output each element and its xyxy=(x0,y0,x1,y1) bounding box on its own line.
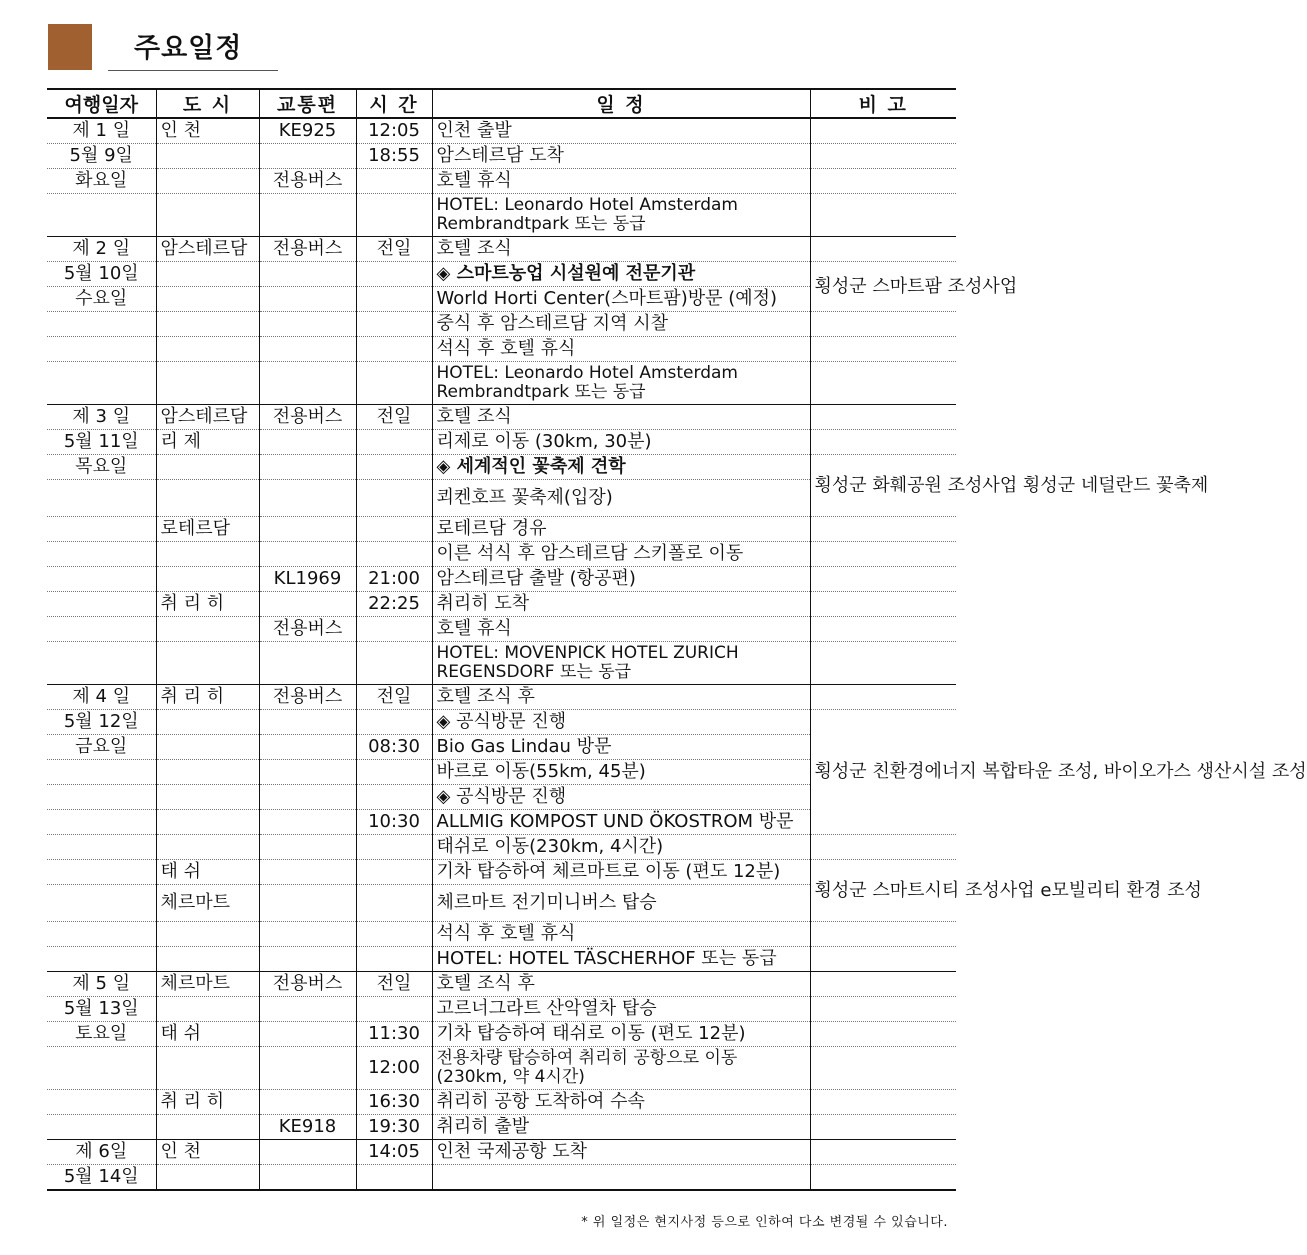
cell-date: 5월 14일 xyxy=(47,1165,156,1191)
cell-city xyxy=(156,542,259,567)
cell-city xyxy=(156,262,259,287)
cell-date: 토요일 xyxy=(47,1022,156,1047)
cell-note xyxy=(810,1047,956,1090)
cell-transport xyxy=(259,144,356,169)
table-row xyxy=(47,592,956,617)
cell-transport: KE918 xyxy=(259,1115,356,1140)
schedule-table xyxy=(47,88,1307,1191)
cell-date xyxy=(47,542,156,567)
cell-date xyxy=(47,194,156,237)
cell-date: 제 1 일 xyxy=(47,118,156,144)
cell-date xyxy=(47,922,156,947)
cell-date xyxy=(47,517,156,542)
cell-time xyxy=(356,517,432,542)
cell-city xyxy=(156,1047,259,1090)
cell-city xyxy=(156,194,259,237)
header-date: 여행일자 xyxy=(47,89,156,118)
cell-note xyxy=(810,517,956,542)
cell-transport xyxy=(259,1165,356,1191)
cell-note xyxy=(810,685,956,710)
cell-city xyxy=(156,1115,259,1140)
cell-date: 제 3 일 xyxy=(47,405,156,430)
cell-transport xyxy=(259,642,356,685)
cell-date xyxy=(47,785,156,810)
table-row xyxy=(47,362,956,405)
cell-note xyxy=(810,337,956,362)
header-city: 도 시 xyxy=(156,89,259,118)
cell-date xyxy=(47,885,156,922)
cell-time: 12:00 xyxy=(356,1047,432,1090)
footnote: * 위 일정은 현지사정 등으로 인하여 다소 변경될 수 있습니다. xyxy=(581,1215,948,1230)
cell-schedule: 호텔 조식 xyxy=(432,405,810,430)
cell-note xyxy=(810,947,956,972)
table-row xyxy=(47,337,956,362)
cell-schedule: 취리히 공항 도착하여 수속 xyxy=(432,1090,810,1115)
table-row xyxy=(47,642,956,685)
cell-time xyxy=(356,885,432,922)
cell-time: 08:30 xyxy=(356,735,432,760)
cell-transport: 전용버스 xyxy=(259,237,356,262)
table-row xyxy=(47,1165,956,1191)
cell-date: 금요일 xyxy=(47,735,156,760)
cell-city: 태 쉬 xyxy=(156,860,259,885)
table-row xyxy=(47,194,956,237)
table-row xyxy=(47,1090,956,1115)
cell-date: 5월 12일 xyxy=(47,710,156,735)
cell-time: 21:00 xyxy=(356,567,432,592)
cell-transport: 전용버스 xyxy=(259,685,356,710)
cell-city: 체르마트 xyxy=(156,885,259,922)
cell-city xyxy=(156,617,259,642)
cell-schedule: World Horti Center(스마트팜)방문 (예정) xyxy=(432,287,810,312)
cell-note xyxy=(810,405,956,430)
cell-city: 체르마트 xyxy=(156,972,259,997)
cell-note xyxy=(810,1115,956,1140)
cell-transport xyxy=(259,542,356,567)
cell-transport xyxy=(259,592,356,617)
cell-schedule: 인천 국제공항 도착 xyxy=(432,1140,810,1165)
cell-schedule: HOTEL: Leonardo Hotel Amsterdam Rembrandtpark 또는 동급 xyxy=(432,194,810,237)
cell-time xyxy=(356,642,432,685)
cell-date xyxy=(47,480,156,517)
cell-city: 인 천 xyxy=(156,118,259,144)
cell-transport xyxy=(259,810,356,835)
cell-city: 태 쉬 xyxy=(156,1022,259,1047)
table-row xyxy=(47,169,956,194)
cell-city xyxy=(156,287,259,312)
cell-schedule: 호텔 조식 xyxy=(432,237,810,262)
cell-city xyxy=(156,312,259,337)
cell-schedule: 중식 후 암스테르담 지역 시찰 xyxy=(432,312,810,337)
cell-transport xyxy=(259,287,356,312)
cell-city: 취 리 히 xyxy=(156,685,259,710)
cell-transport xyxy=(259,312,356,337)
title-accent-block xyxy=(48,24,92,70)
header-schedule: 일 정 xyxy=(432,89,810,118)
cell-date xyxy=(47,810,156,835)
cell-date xyxy=(47,312,156,337)
cell-note: 횡성군 화훼공원 조성사업 횡성군 네덜란드 꽃축제 xyxy=(810,455,956,517)
cell-time: 19:30 xyxy=(356,1115,432,1140)
cell-city: 리 제 xyxy=(156,430,259,455)
cell-date: 목요일 xyxy=(47,455,156,480)
cell-schedule: 인천 출발 xyxy=(432,118,810,144)
cell-date: 5월 11일 xyxy=(47,430,156,455)
cell-note xyxy=(810,312,956,337)
cell-transport: 전용버스 xyxy=(259,972,356,997)
cell-city xyxy=(156,1165,259,1191)
cell-note xyxy=(810,1140,956,1165)
cell-city xyxy=(156,810,259,835)
cell-date: 제 5 일 xyxy=(47,972,156,997)
cell-date xyxy=(47,1047,156,1090)
cell-schedule: HOTEL: HOTEL TÄSCHERHOF 또는 동급 xyxy=(432,947,810,972)
cell-city: 로테르담 xyxy=(156,517,259,542)
cell-transport xyxy=(259,760,356,785)
cell-schedule: 호텔 조식 후 xyxy=(432,972,810,997)
cell-note: 횡성군 스마트시티 조성사업 e모빌리티 환경 조성 xyxy=(810,860,956,922)
table-row xyxy=(47,430,956,455)
cell-transport xyxy=(259,455,356,480)
cell-note xyxy=(810,362,956,405)
cell-schedule: 태쉬로 이동(230km, 4시간) xyxy=(432,835,810,860)
cell-note xyxy=(810,642,956,685)
cell-city xyxy=(156,710,259,735)
header-time: 시 간 xyxy=(356,89,432,118)
cell-note xyxy=(810,567,956,592)
cell-date: 5월 9일 xyxy=(47,144,156,169)
table-row xyxy=(47,685,956,710)
cell-time xyxy=(356,337,432,362)
cell-time: 전일 xyxy=(356,237,432,262)
cell-schedule: 석식 후 호텔 휴식 xyxy=(432,337,810,362)
table-row xyxy=(47,860,956,885)
cell-time xyxy=(356,860,432,885)
cell-transport xyxy=(259,710,356,735)
table-row xyxy=(47,1047,956,1090)
cell-transport xyxy=(259,947,356,972)
cell-schedule: ◈ 공식방문 진행 xyxy=(432,710,810,735)
cell-time xyxy=(356,922,432,947)
cell-city xyxy=(156,169,259,194)
cell-time: 22:25 xyxy=(356,592,432,617)
cell-schedule: 취리히 도착 xyxy=(432,592,810,617)
table-row xyxy=(47,144,956,169)
cell-schedule: 암스테르담 출발 (항공편) xyxy=(432,567,810,592)
cell-note: 횡성군 스마트팜 조성사업 xyxy=(810,262,956,312)
cell-time xyxy=(356,947,432,972)
cell-transport: 전용버스 xyxy=(259,617,356,642)
cell-transport: 전용버스 xyxy=(259,405,356,430)
cell-schedule: HOTEL: MOVENPICK HOTEL ZURICH REGENSDORF 또는 동급 xyxy=(432,642,810,685)
cell-transport xyxy=(259,1140,356,1165)
schedule-body xyxy=(47,118,1307,1190)
cell-city xyxy=(156,835,259,860)
cell-transport xyxy=(259,885,356,922)
cell-city xyxy=(156,997,259,1022)
cell-time: 11:30 xyxy=(356,1022,432,1047)
cell-transport: KE925 xyxy=(259,118,356,144)
cell-city xyxy=(156,144,259,169)
cell-schedule xyxy=(432,1165,810,1191)
cell-schedule: 기차 탑승하여 체르마트로 이동 (편도 12분) xyxy=(432,860,810,885)
table-row xyxy=(47,997,956,1022)
cell-schedule: 기차 탑승하여 태쉬로 이동 (편도 12분) xyxy=(432,1022,810,1047)
cell-transport xyxy=(259,735,356,760)
cell-date: 5월 10일 xyxy=(47,262,156,287)
cell-transport xyxy=(259,430,356,455)
table-header-row xyxy=(47,89,956,118)
cell-date xyxy=(47,567,156,592)
cell-note xyxy=(810,1090,956,1115)
cell-schedule: 취리히 출발 xyxy=(432,1115,810,1140)
cell-note xyxy=(810,118,956,144)
cell-time: 전일 xyxy=(356,685,432,710)
cell-time: 전일 xyxy=(356,405,432,430)
cell-city xyxy=(156,455,259,480)
cell-transport xyxy=(259,194,356,237)
cell-city xyxy=(156,362,259,405)
table-row xyxy=(47,947,956,972)
table-row xyxy=(47,1022,956,1047)
cell-time xyxy=(356,362,432,405)
cell-schedule: 쾨켄호프 꽃축제(입장) xyxy=(432,480,810,517)
cell-schedule: 고르너그라트 산악열차 탑승 xyxy=(432,997,810,1022)
cell-city xyxy=(156,785,259,810)
cell-date xyxy=(47,1090,156,1115)
table-row xyxy=(47,118,956,144)
table-row xyxy=(47,567,956,592)
cell-note xyxy=(810,997,956,1022)
cell-schedule: 체르마트 전기미니버스 탑승 xyxy=(432,885,810,922)
cell-city xyxy=(156,480,259,517)
cell-date: 제 6일 xyxy=(47,1140,156,1165)
cell-date: 5월 13일 xyxy=(47,997,156,1022)
table-row xyxy=(47,1140,956,1165)
cell-transport: KL1969 xyxy=(259,567,356,592)
cell-date xyxy=(47,1115,156,1140)
cell-note xyxy=(810,144,956,169)
cell-note xyxy=(810,835,956,860)
cell-schedule: 호텔 조식 후 xyxy=(432,685,810,710)
table-row xyxy=(47,922,956,947)
cell-city xyxy=(156,567,259,592)
cell-schedule: 호텔 휴식 xyxy=(432,169,810,194)
cell-schedule: 로테르담 경유 xyxy=(432,517,810,542)
cell-time: 12:05 xyxy=(356,118,432,144)
cell-time xyxy=(356,617,432,642)
cell-date: 화요일 xyxy=(47,169,156,194)
cell-city: 암스테르담 xyxy=(156,237,259,262)
cell-time xyxy=(356,430,432,455)
cell-note xyxy=(810,922,956,947)
cell-city xyxy=(156,760,259,785)
cell-date: 제 4 일 xyxy=(47,685,156,710)
cell-date xyxy=(47,947,156,972)
cell-date xyxy=(47,362,156,405)
cell-time: 16:30 xyxy=(356,1090,432,1115)
cell-schedule: Bio Gas Lindau 방문 xyxy=(432,735,810,760)
cell-date xyxy=(47,617,156,642)
cell-date xyxy=(47,860,156,885)
cell-transport xyxy=(259,1022,356,1047)
cell-time: 18:55 xyxy=(356,144,432,169)
cell-schedule: ◈ 세계적인 꽃축제 견학 xyxy=(432,455,810,480)
cell-transport xyxy=(259,785,356,810)
cell-transport xyxy=(259,1047,356,1090)
cell-time xyxy=(356,480,432,517)
cell-time xyxy=(356,455,432,480)
cell-time xyxy=(356,312,432,337)
cell-schedule: 리제로 이동 (30km, 30분) xyxy=(432,430,810,455)
cell-note xyxy=(810,237,956,262)
cell-transport xyxy=(259,860,356,885)
cell-schedule: HOTEL: Leonardo Hotel Amsterdam Rembrandtpark 또는 동급 xyxy=(432,362,810,405)
cell-time xyxy=(356,194,432,237)
cell-transport xyxy=(259,1090,356,1115)
header-transport: 교통편 xyxy=(259,89,356,118)
cell-date xyxy=(47,642,156,685)
table-row xyxy=(47,405,956,430)
table-row xyxy=(47,972,956,997)
cell-transport xyxy=(259,362,356,405)
cell-date xyxy=(47,592,156,617)
cell-city: 인 천 xyxy=(156,1140,259,1165)
cell-city: 암스테르담 xyxy=(156,405,259,430)
cell-note xyxy=(810,592,956,617)
cell-schedule: 석식 후 호텔 휴식 xyxy=(432,922,810,947)
cell-time xyxy=(356,169,432,194)
cell-time xyxy=(356,760,432,785)
page-title: 주요일정 xyxy=(134,33,243,64)
cell-schedule: 바르로 이동(55km, 45분) xyxy=(432,760,810,785)
table-row xyxy=(47,835,956,860)
cell-city xyxy=(156,922,259,947)
cell-time: 10:30 xyxy=(356,810,432,835)
cell-schedule: ◈ 스마트농업 시설원예 전문기관 xyxy=(432,262,810,287)
cell-transport xyxy=(259,337,356,362)
cell-transport xyxy=(259,922,356,947)
table-row xyxy=(47,237,956,262)
cell-time xyxy=(356,1165,432,1191)
cell-city xyxy=(156,337,259,362)
cell-schedule: 이른 석식 후 암스테르담 스키폴로 이동 xyxy=(432,542,810,567)
cell-schedule: ◈ 공식방문 진행 xyxy=(432,785,810,810)
cell-time xyxy=(356,262,432,287)
cell-time xyxy=(356,835,432,860)
cell-note xyxy=(810,430,956,455)
table-row xyxy=(47,710,956,735)
table-row xyxy=(47,262,956,287)
cell-transport: 전용버스 xyxy=(259,169,356,194)
table-row xyxy=(47,1115,956,1140)
cell-schedule: 암스테르담 도착 xyxy=(432,144,810,169)
cell-transport xyxy=(259,997,356,1022)
cell-time xyxy=(356,785,432,810)
cell-note xyxy=(810,1165,956,1191)
title-underline xyxy=(108,70,278,71)
cell-note xyxy=(810,542,956,567)
header-notes: 비 고 xyxy=(810,89,956,118)
cell-date xyxy=(47,337,156,362)
table-row xyxy=(47,312,956,337)
table-row xyxy=(47,517,956,542)
cell-note xyxy=(810,1022,956,1047)
cell-city xyxy=(156,947,259,972)
cell-transport xyxy=(259,262,356,287)
cell-note xyxy=(810,194,956,237)
cell-note xyxy=(810,972,956,997)
cell-time xyxy=(356,542,432,567)
cell-transport xyxy=(259,835,356,860)
cell-time: 전일 xyxy=(356,972,432,997)
cell-time xyxy=(356,287,432,312)
cell-time: 14:05 xyxy=(356,1140,432,1165)
cell-time xyxy=(356,710,432,735)
cell-note xyxy=(810,169,956,194)
cell-note xyxy=(810,617,956,642)
table-row xyxy=(47,617,956,642)
table-row xyxy=(47,542,956,567)
cell-schedule: 호텔 휴식 xyxy=(432,617,810,642)
cell-date: 수요일 xyxy=(47,287,156,312)
cell-transport xyxy=(259,480,356,517)
cell-schedule: 전용차량 탑승하여 취리히 공항으로 이동 (230km, 약 4시간) xyxy=(432,1047,810,1090)
cell-date: 제 2 일 xyxy=(47,237,156,262)
cell-note: 횡성군 친환경에너지 복합타운 조성, 바이오가스 생산시설 조성 xyxy=(810,710,956,835)
cell-transport xyxy=(259,517,356,542)
cell-city xyxy=(156,735,259,760)
cell-city xyxy=(156,642,259,685)
cell-time xyxy=(356,997,432,1022)
cell-date xyxy=(47,835,156,860)
table-row xyxy=(47,455,956,480)
cell-city: 취 리 히 xyxy=(156,1090,259,1115)
cell-date xyxy=(47,760,156,785)
cell-schedule: ALLMIG KOMPOST UND ÖKOSTROM 방문 xyxy=(432,810,810,835)
cell-city: 취 리 히 xyxy=(156,592,259,617)
